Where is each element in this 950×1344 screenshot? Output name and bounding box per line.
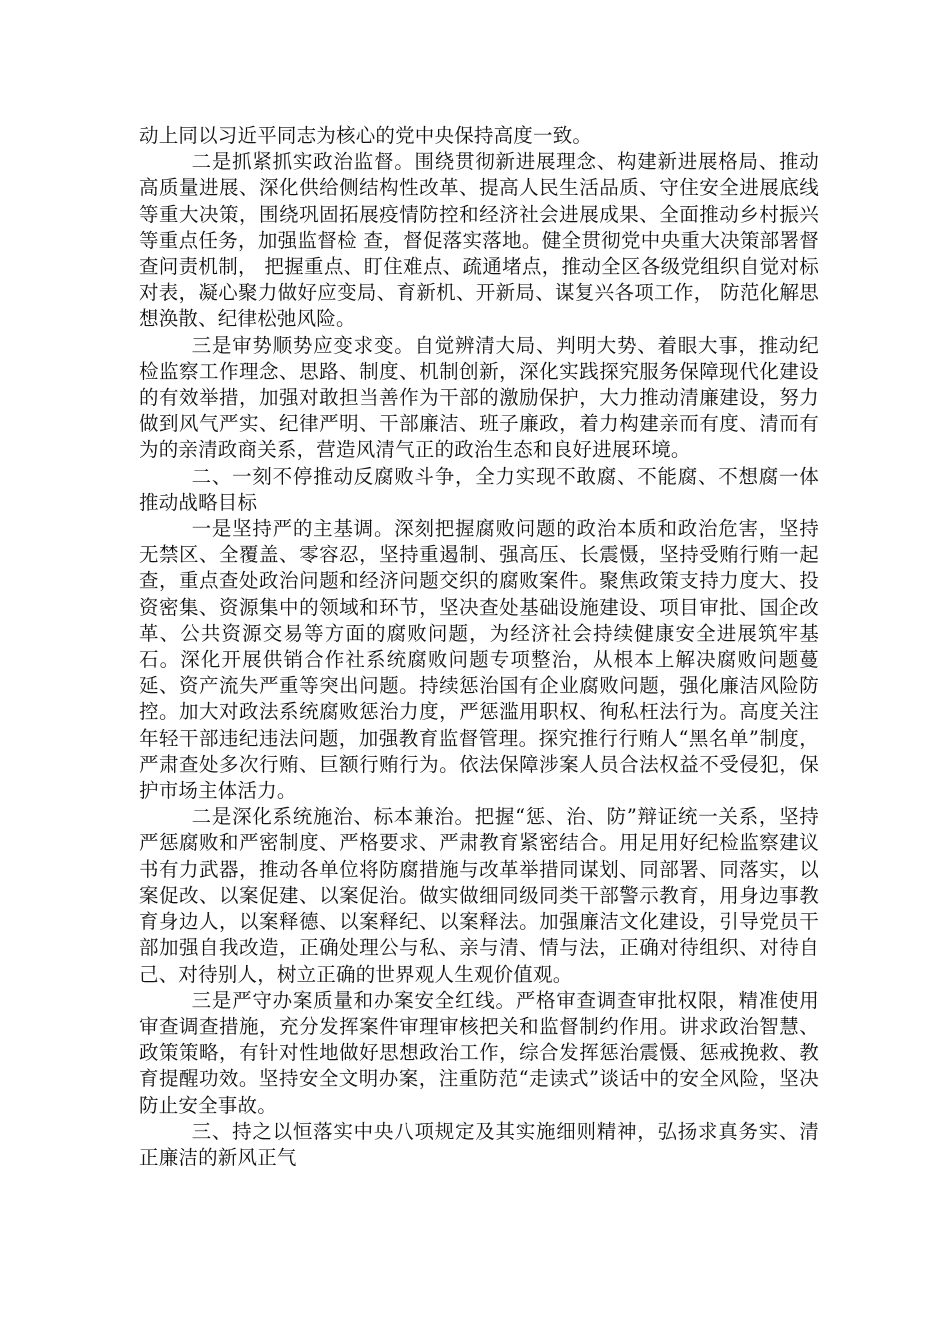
section-heading-anti-corruption: 二、一刻不停推动反腐败斗争，全力实现不敢腐、不能腐、不想腐一体推动战略目标	[139, 464, 819, 514]
paragraph-case-quality-safety: 三是严守办案质量和办案安全红线。严格审查调查审批权限，精准使用审查调查措施，充分发挥案件审理审核把关和监督制约作用。讲求政治智慧、政策策略，有针对性地做好思想政治工作，综合发挥惩治震慑、惩戒挽救、教育提醒功效。坚持安全文明办案，注重防范“走读式”谈话中的安全风险，坚决防止安全事故。	[139, 988, 819, 1117]
paragraph-political-supervision: 二是抓紧抓实政治监督。围绕贯彻新进展理念、构建新进展格局、推动高质量进展、深化供给侧结构性改革、提高人民生活品质、守住安全进展底线等重大决策，围绕巩固拓展疫情防控和经济社会进展成果、全面推动乡村振兴等重点任务，加强监督检 查，督促落实落地。健全贯彻党中央重大决策部署督查问责机制， 把握重点、盯住难点、疏通堵点，推动全区各级党组织自觉对标 对表，凝心聚力做好应变局、育新机、开新局、谋复兴各项工作， 防范化解思想涣散、纪律松弛风险。	[139, 150, 819, 331]
document-body	[139, 123, 819, 1171]
paragraph-continuation: 动上同以习近平同志为核心的党中央保持高度一致。	[139, 124, 593, 147]
paragraph-adapt-to-change: 三是审势顺势应变求变。自觉辨清大局、判明大势、着眼大事，推动纪检监察工作理念、思路、制度、机制创新，深化实践探究服务保障现代化建设的有效举措，加强对敢担当善作为干部的激励保护，大力推动清廉建设，努力做到风气严实、纪律严明、干部廉洁、班子廉政，着力构建亲而有度、清而有为的亲清政商关系，营造风清气正的政治生态和良好进展环境。	[139, 333, 819, 462]
paragraph-systematic-governance: 二是深化系统施治、标本兼治。把握“惩、治、防”辩证统一关系，坚持严惩腐败和严密制度、严格要求、严肃教育紧密结合。用足用好纪检监察建议书有力武器，推动各单位将防腐措施与改革举措同谋划、同部署、同落实，以案促改、以案促建、以案促治。做实做细同级同类干部警示教育，用身边事教育身边人，以案释德、以案释纪、以案释法。加强廉洁文化建设，引导党员干部加强自我改造，正确处理公与私、亲与清、情与法，正确对待组织、对待自己、对待别人，树立正确的世界观人生观价值观。	[139, 805, 819, 986]
paragraph-strict-tone: 一是坚持严的主基调。深刻把握腐败问题的政治本质和政治危害，坚持无禁区、全覆盖、零容忍，坚持重遏制、强高压、长震慑，坚持受贿行贿一起查，重点查处政治问题和经济问题交织的腐败案件。聚焦政策支持力度大、投资密集、资源集中的领域和环节，坚决查处基础设施建设、项目审批、国企改革、公共资源交易等方面的腐败问题，为经济社会持续健康安全进展筑牢基石。深化开展供销合作社系统腐败问题专项整治，从根本上解决腐败问题蔓延、资产流失严重等突出问题。持续惩治国有企业腐败问题，强化廉洁风险防控。加大对政法系统腐败惩治力度，严惩滥用职权、徇私枉法行为。高度关注年轻干部违纪违法问题，加强教育监督管理。探究推行行贿人“黑名单”制度，严肃查处多次行贿、巨额行贿行为。依法保障涉案人员合法权益不受侵犯，保护市场主体活力。	[139, 517, 819, 803]
section-heading-eight-point-rules: 三、持之以恒落实中央八项规定及其实施细则精神，弘扬求真务实、清正廉洁的新风正气	[139, 1119, 819, 1169]
